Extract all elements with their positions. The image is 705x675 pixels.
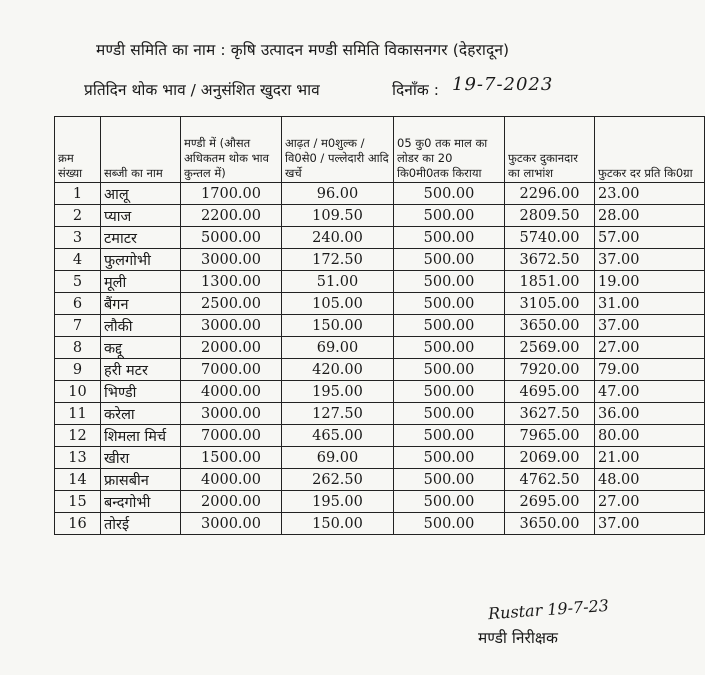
cell-charges: 465.00 xyxy=(282,425,394,447)
cell-vegetable: हरी मटर xyxy=(101,359,181,381)
cell-charges: 195.00 xyxy=(282,381,394,403)
cell-profit: 3650.00 xyxy=(505,513,595,535)
col-header-sno: क्रम संख्या xyxy=(55,117,101,183)
table-row xyxy=(55,469,705,491)
cell-charges: 262.50 xyxy=(282,469,394,491)
cell-freight: 500.00 xyxy=(394,491,505,513)
cell-wholesale: 1500.00 xyxy=(181,447,282,469)
cell-retail: 28.00 xyxy=(595,205,705,227)
cell-retail: 37.00 xyxy=(595,249,705,271)
cell-freight: 500.00 xyxy=(394,447,505,469)
cell-vegetable: बन्दगोभी xyxy=(101,491,181,513)
cell-freight: 500.00 xyxy=(394,513,505,535)
cell-retail: 80.00 xyxy=(595,425,705,447)
cell-charges: 150.00 xyxy=(282,315,394,337)
cell-profit: 3627.50 xyxy=(505,403,595,425)
cell-wholesale: 3000.00 xyxy=(181,513,282,535)
cell-vegetable: भिण्डी xyxy=(101,381,181,403)
col-header-vegetable: सब्जी का नाम xyxy=(101,117,181,183)
cell-wholesale: 2000.00 xyxy=(181,491,282,513)
table-row xyxy=(55,403,705,425)
cell-sno: 9 xyxy=(55,359,101,381)
cell-profit: 2569.00 xyxy=(505,337,595,359)
cell-sno: 4 xyxy=(55,249,101,271)
cell-freight: 500.00 xyxy=(394,249,505,271)
cell-profit: 2296.00 xyxy=(505,183,595,205)
cell-sno: 13 xyxy=(55,447,101,469)
table-row xyxy=(55,271,705,293)
col-header-freight: 05 कु0 तक माल का लोडर का 20 कि0मी0तक किराया xyxy=(394,117,505,183)
cell-sno: 10 xyxy=(55,381,101,403)
cell-profit: 2069.00 xyxy=(505,447,595,469)
cell-freight: 500.00 xyxy=(394,425,505,447)
cell-sno: 1 xyxy=(55,183,101,205)
cell-wholesale: 2200.00 xyxy=(181,205,282,227)
cell-freight: 500.00 xyxy=(394,315,505,337)
cell-freight: 500.00 xyxy=(394,227,505,249)
cell-charges: 105.00 xyxy=(282,293,394,315)
cell-charges: 420.00 xyxy=(282,359,394,381)
cell-vegetable: लौकी xyxy=(101,315,181,337)
cell-profit: 2695.00 xyxy=(505,491,595,513)
cell-wholesale: 2000.00 xyxy=(181,337,282,359)
cell-charges: 240.00 xyxy=(282,227,394,249)
cell-vegetable: आलू xyxy=(101,183,181,205)
cell-charges: 69.00 xyxy=(282,337,394,359)
cell-vegetable: बैंगन xyxy=(101,293,181,315)
cell-wholesale: 3000.00 xyxy=(181,403,282,425)
cell-retail: 47.00 xyxy=(595,381,705,403)
cell-freight: 500.00 xyxy=(394,337,505,359)
inspector-signature: Rustar 19-7-23 xyxy=(487,595,610,624)
cell-sno: 5 xyxy=(55,271,101,293)
cell-charges: 195.00 xyxy=(282,491,394,513)
table-row xyxy=(55,293,705,315)
cell-profit: 3105.00 xyxy=(505,293,595,315)
cell-vegetable: खीरा xyxy=(101,447,181,469)
cell-retail: 57.00 xyxy=(595,227,705,249)
committee-name-heading: मण्डी समिति का नाम : कृषि उत्पादन मण्डी समिति विकासनगर (देहरादून) xyxy=(96,41,510,59)
cell-profit: 3650.00 xyxy=(505,315,595,337)
cell-retail: 27.00 xyxy=(595,491,705,513)
cell-retail: 36.00 xyxy=(595,403,705,425)
rate-type-heading: प्रतिदिन थोक भाव / अनुसंशित खुदरा भाव xyxy=(84,81,320,99)
cell-vegetable: मूली xyxy=(101,271,181,293)
cell-profit: 7920.00 xyxy=(505,359,595,381)
cell-profit: 5740.00 xyxy=(505,227,595,249)
cell-sno: 3 xyxy=(55,227,101,249)
cell-vegetable: प्याज xyxy=(101,205,181,227)
cell-profit: 4695.00 xyxy=(505,381,595,403)
table-row xyxy=(55,381,705,403)
cell-sno: 6 xyxy=(55,293,101,315)
table-row xyxy=(55,491,705,513)
cell-charges: 127.50 xyxy=(282,403,394,425)
cell-retail: 19.00 xyxy=(595,271,705,293)
col-header-retail: फुटकर दर प्रति कि0ग्रा xyxy=(595,117,705,183)
cell-vegetable: फ्रासबीन xyxy=(101,469,181,491)
table-row xyxy=(55,513,705,535)
table-row xyxy=(55,337,705,359)
cell-charges: 51.00 xyxy=(282,271,394,293)
cell-retail: 23.00 xyxy=(595,183,705,205)
cell-sno: 8 xyxy=(55,337,101,359)
cell-vegetable: शिमला मिर्च xyxy=(101,425,181,447)
col-header-wholesale: मण्डी में (औसत अधिकतम थोक भाव कुन्तल में) xyxy=(181,117,282,183)
cell-freight: 500.00 xyxy=(394,205,505,227)
cell-freight: 500.00 xyxy=(394,403,505,425)
cell-retail: 37.00 xyxy=(595,315,705,337)
cell-vegetable: तोरई xyxy=(101,513,181,535)
cell-charges: 96.00 xyxy=(282,183,394,205)
cell-freight: 500.00 xyxy=(394,359,505,381)
cell-retail: 31.00 xyxy=(595,293,705,315)
cell-freight: 500.00 xyxy=(394,293,505,315)
table-header-row xyxy=(55,117,705,183)
cell-retail: 48.00 xyxy=(595,469,705,491)
cell-profit: 2809.50 xyxy=(505,205,595,227)
cell-profit: 4762.50 xyxy=(505,469,595,491)
cell-wholesale: 3000.00 xyxy=(181,249,282,271)
cell-vegetable: टमाटर xyxy=(101,227,181,249)
cell-retail: 27.00 xyxy=(595,337,705,359)
cell-wholesale: 3000.00 xyxy=(181,315,282,337)
cell-wholesale: 5000.00 xyxy=(181,227,282,249)
cell-profit: 7965.00 xyxy=(505,425,595,447)
col-header-profit: फुटकर दुकानदार का लाभांश xyxy=(505,117,595,183)
cell-wholesale: 7000.00 xyxy=(181,425,282,447)
cell-sno: 7 xyxy=(55,315,101,337)
cell-retail: 21.00 xyxy=(595,447,705,469)
table-row xyxy=(55,205,705,227)
cell-freight: 500.00 xyxy=(394,381,505,403)
cell-wholesale: 2500.00 xyxy=(181,293,282,315)
cell-sno: 12 xyxy=(55,425,101,447)
rate-table xyxy=(54,116,705,535)
date-label: दिनाँक : xyxy=(392,81,439,99)
cell-freight: 500.00 xyxy=(394,183,505,205)
cell-charges: 109.50 xyxy=(282,205,394,227)
col-header-charges: आढ़त / म0शुल्क / वि0से0 / पल्लेदारी आदि खर्चे xyxy=(282,117,394,183)
cell-sno: 16 xyxy=(55,513,101,535)
cell-freight: 500.00 xyxy=(394,271,505,293)
cell-freight: 500.00 xyxy=(394,469,505,491)
table-row xyxy=(55,425,705,447)
cell-wholesale: 1300.00 xyxy=(181,271,282,293)
table-body xyxy=(55,183,705,535)
cell-wholesale: 7000.00 xyxy=(181,359,282,381)
table-row xyxy=(55,249,705,271)
cell-vegetable: फुलगोभी xyxy=(101,249,181,271)
table-row xyxy=(55,359,705,381)
date-value: 19-7-2023 xyxy=(452,74,554,95)
cell-retail: 37.00 xyxy=(595,513,705,535)
cell-charges: 150.00 xyxy=(282,513,394,535)
cell-sno: 15 xyxy=(55,491,101,513)
cell-charges: 69.00 xyxy=(282,447,394,469)
cell-retail: 79.00 xyxy=(595,359,705,381)
cell-vegetable: कद्दू xyxy=(101,337,181,359)
cell-profit: 3672.50 xyxy=(505,249,595,271)
cell-wholesale: 4000.00 xyxy=(181,381,282,403)
cell-vegetable: करेला xyxy=(101,403,181,425)
cell-sno: 11 xyxy=(55,403,101,425)
table-row xyxy=(55,447,705,469)
cell-sno: 2 xyxy=(55,205,101,227)
cell-charges: 172.50 xyxy=(282,249,394,271)
table-row xyxy=(55,183,705,205)
cell-profit: 1851.00 xyxy=(505,271,595,293)
table-row xyxy=(55,315,705,337)
inspector-title: मण्डी निरीक्षक xyxy=(478,629,558,647)
cell-wholesale: 1700.00 xyxy=(181,183,282,205)
cell-sno: 14 xyxy=(55,469,101,491)
cell-wholesale: 4000.00 xyxy=(181,469,282,491)
table-row xyxy=(55,227,705,249)
